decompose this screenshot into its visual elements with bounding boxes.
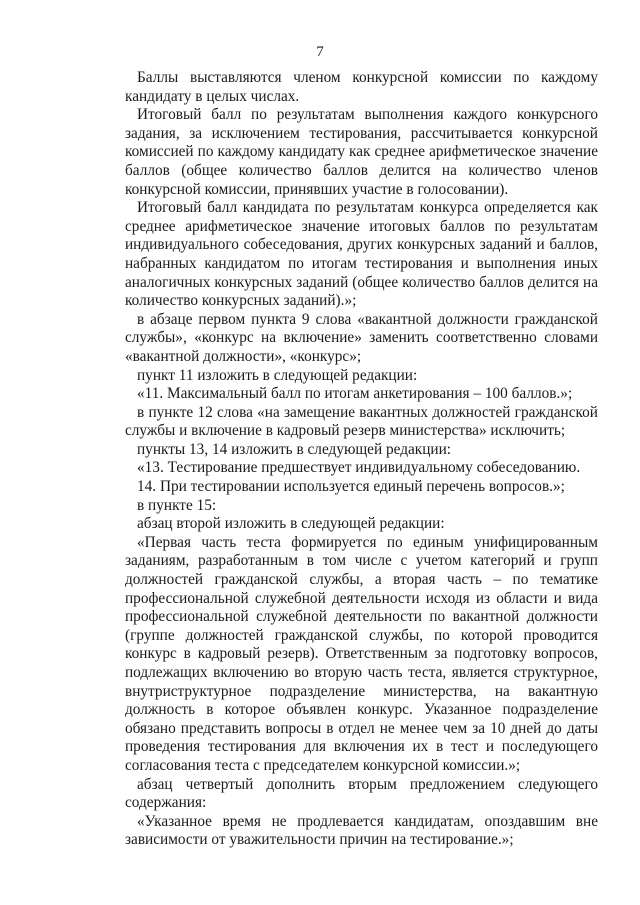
- paragraph: «Указанное время не продлевается кандидатам, опоздавшим вне зависимости от уважительности причин на тестирование.»;: [125, 812, 598, 849]
- paragraph: абзац второй изложить в следующей редакции:: [137, 515, 445, 533]
- paragraph: 14. При тестировании используется единый перечень вопросов.»;: [137, 478, 565, 496]
- paragraph: абзац четвертый дополнить вторым предложением следующего содержания:: [125, 775, 598, 812]
- paragraph: «Первая часть теста формируется по единым унифицированным заданиям, разработанным в том числе с учетом категорий и групп должностей гражданской службы, а вторая часть – по тематике профессиональной служебной деятельности исходя из области и вида профессиональной служебной деятельности по вакантной должности (группе должностей гражданской службы, по которой проводится конкурс в кадровый резерв). Ответственным за подготовку вопросов, подлежащих включению во вторую часть теста, является структурное, внутриструктурное подразделение министерства, на вакантную должность в которое объявлен конкурс. Указанное подразделение обязано представить вопросы в отдел не менее чем за 10 дней до даты проведения тестирования для включения их в тест и последующего согласования теста с председателем конкурсной комиссии.»;: [125, 533, 598, 774]
- page-number: 7: [316, 44, 324, 60]
- paragraph: в абзаце первом пункта 9 слова «вакантной должности гражданской службы», «конкурс на включение» заменить соответственно словами «вакантной должности», «конкурс»;: [125, 310, 598, 365]
- paragraph: пункты 13, 14 изложить в следующей редакции:: [137, 440, 452, 458]
- paragraph: «11. Максимальный балл по итогам анкетирования – 100 баллов.»;: [137, 385, 573, 403]
- paragraph: «13. Тестирование предшествует индивидуальному собеседованию.: [137, 459, 581, 477]
- paragraph: Итоговый балл по результатам выполнения каждого конкурсного задания, за исключением тестирования, рассчитывается конкурсной комиссией по каждому кандидату как среднее арифметическое значение баллов (общее количество баллов делится на количество членов конкурсной комиссии, принявших участие в голосовании).: [125, 106, 598, 198]
- paragraph: Итоговый балл кандидата по результатам конкурса определяется как среднее арифметическое значение итоговых баллов по результатам индивидуального собеседования, других конкурсных заданий и баллов, набранных кандидатом по итогам тестирования и выполнения иных аналогичных конкурсных заданий (общее количество баллов делится на количество конкурсных заданий).»;: [125, 199, 598, 310]
- paragraph: в пункте 12 слова «на замещение вакантных должностей гражданской службы и включение в кадровый резерв министерства» исключить;: [125, 403, 598, 440]
- document-body: [125, 69, 598, 850]
- paragraph: пункт 11 изложить в следующей редакции:: [137, 366, 418, 384]
- paragraph: Баллы выставляются членом конкурсной комиссии по каждому кандидату в целых числах.: [125, 69, 598, 105]
- paragraph: в пункте 15:: [137, 496, 217, 514]
